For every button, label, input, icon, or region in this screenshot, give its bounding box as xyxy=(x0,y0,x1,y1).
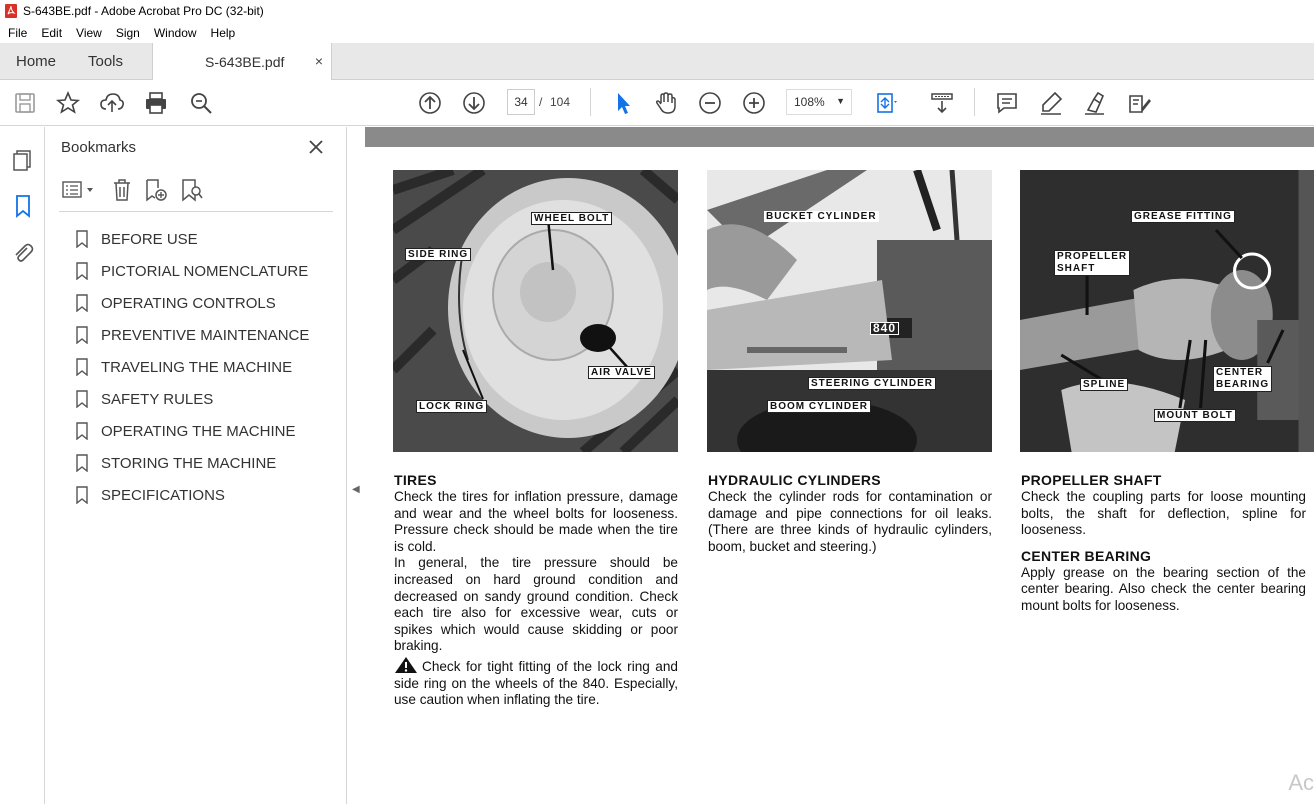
tires-warning xyxy=(394,656,678,709)
chevron-down-icon: ▼ xyxy=(836,96,845,106)
tires-heading: TIRES xyxy=(394,472,437,488)
page-number-input[interactable]: 34 xyxy=(507,89,535,115)
zoom-in-icon[interactable] xyxy=(741,90,767,116)
photo-label-wheel-bolt: WHEEL BOLT xyxy=(531,212,612,225)
page-top-gap xyxy=(365,127,1314,147)
zoom-level-value: 108% xyxy=(794,95,825,109)
bookmark-item[interactable] xyxy=(75,351,309,383)
bookmark-icon xyxy=(75,294,89,312)
photo-label-air-valve: AIR VALVE xyxy=(588,366,655,379)
photo-label-bucket-cylinder: BUCKET CYLINDER xyxy=(766,211,877,222)
menu-bar xyxy=(0,22,1314,43)
photo-label-propeller-shaft-line1: PROPELLER xyxy=(1057,251,1128,262)
bookmarks-divider xyxy=(59,211,333,212)
bookmark-star-icon[interactable] xyxy=(55,90,81,116)
menu-window[interactable]: Window xyxy=(153,25,197,40)
menu-view[interactable]: View xyxy=(76,25,102,40)
bookmark-label: PICTORIAL NOMENCLATURE xyxy=(101,262,309,280)
bookmark-item[interactable] xyxy=(75,447,309,479)
tires-paragraph-2: In general, the tire pressure should be increased on hard ground condition and decreased on sandy ground condition. Check each tire also for excessive wear, cuts or spikes which would cause skidding or poor braking. xyxy=(394,555,678,654)
chevron-left-icon: ◀ xyxy=(352,484,360,495)
sign-pen-icon[interactable] xyxy=(1082,90,1108,116)
bookmark-label: SPECIFICATIONS xyxy=(101,486,225,504)
page-separator: / xyxy=(539,95,543,109)
window-title: S-643BE.pdf - Adobe Acrobat Pro DC (32-bit) xyxy=(23,4,264,18)
scroll-mode-icon[interactable] xyxy=(929,90,955,116)
page-total: 104 xyxy=(550,95,571,109)
photo-label-mount-bolt: MOUNT BOLT xyxy=(1154,409,1236,422)
activation-watermark: Ac xyxy=(1288,770,1314,795)
previous-page-icon[interactable] xyxy=(417,90,443,116)
bookmark-icon xyxy=(75,326,89,344)
bookmark-item[interactable] xyxy=(75,479,309,511)
next-page-icon[interactable] xyxy=(461,90,487,116)
warning-icon xyxy=(394,656,418,674)
bookmark-search-icon[interactable] xyxy=(180,178,204,202)
photo-label-propeller-shaft xyxy=(1054,250,1130,276)
search-zoom-icon[interactable] xyxy=(188,90,214,116)
center-bearing-paragraph: Apply grease on the bearing section of the center bearing. Also check the center bearing mount bolts for looseness. xyxy=(1021,564,1306,613)
bookmark-label: BEFORE USE xyxy=(101,230,198,248)
bookmark-item[interactable] xyxy=(75,319,309,351)
bookmarks-list xyxy=(75,223,309,511)
bookmark-icon xyxy=(75,390,89,408)
hydraulic-heading: HYDRAULIC CYLINDERS xyxy=(708,472,881,488)
bookmark-item[interactable] xyxy=(75,255,309,287)
bookmark-icon xyxy=(75,454,89,472)
menu-file[interactable]: File xyxy=(8,25,28,40)
photo-label-steering-cylinder: STEERING CYLINDER xyxy=(808,377,936,390)
fill-sign-icon[interactable] xyxy=(1126,90,1152,116)
bookmark-label: OPERATING CONTROLS xyxy=(101,294,276,312)
bookmark-icon xyxy=(75,262,89,280)
page-thumbnails-icon[interactable] xyxy=(11,148,35,172)
photo-label-grease-fitting: GREASE FITTING xyxy=(1131,210,1235,223)
tires-paragraph-1: Check the tires for inflation pressure, damage and wear and the wheel bolts for looseness. Pressure check should be made when the tire is cold. xyxy=(394,489,678,554)
bookmark-icon xyxy=(75,230,89,248)
close-tab-icon[interactable]: × xyxy=(314,53,323,69)
hydraulic-paragraph: Check the cylinder rods for contamination or damage and pipe connections for oil leaks. (There are three kinds of hydraulic cylinders, boom, bucket and steering.) xyxy=(708,489,992,554)
toolbar-divider-2 xyxy=(974,88,975,116)
bookmark-icon xyxy=(75,358,89,376)
photo-label-propeller-shaft-line2: SHAFT xyxy=(1057,263,1096,274)
bookmark-item[interactable] xyxy=(75,223,309,255)
tab-bar xyxy=(0,43,1314,80)
bookmark-options-icon[interactable] xyxy=(61,179,97,201)
page-display-icon[interactable] xyxy=(874,90,900,116)
center-bearing-heading: CENTER BEARING xyxy=(1021,547,1152,564)
upload-icon[interactable] xyxy=(99,90,125,116)
zoom-out-icon[interactable] xyxy=(697,90,723,116)
comment-icon[interactable] xyxy=(994,90,1020,116)
bookmarks-panel-title: Bookmarks xyxy=(61,139,137,156)
tab-tools[interactable]: Tools xyxy=(88,53,124,70)
bookmarks-panel-icon[interactable] xyxy=(11,194,35,218)
bookmark-item[interactable] xyxy=(75,287,309,319)
bookmark-icon xyxy=(75,486,89,504)
hand-tool-icon[interactable] xyxy=(653,90,679,116)
attachments-icon[interactable] xyxy=(11,241,35,265)
title-bar xyxy=(0,0,1314,22)
highlight-pen-icon[interactable] xyxy=(1038,90,1064,116)
menu-edit[interactable]: Edit xyxy=(41,25,63,40)
bookmark-item[interactable] xyxy=(75,415,309,447)
select-arrow-icon[interactable] xyxy=(610,90,636,116)
bookmark-label: STORING THE MACHINE xyxy=(101,454,277,472)
panel-collapse-handle[interactable] xyxy=(347,127,365,804)
photo-label-center-bearing xyxy=(1213,366,1272,392)
photo-label-boom-cylinder: BOOM CYLINDER xyxy=(767,400,871,413)
photo-label-center-bearing-line2: BEARING xyxy=(1216,379,1270,390)
save-icon[interactable] xyxy=(12,90,38,116)
tires-section xyxy=(394,472,678,709)
photo-label-lock-ring: LOCK RING xyxy=(416,400,487,413)
propeller-section xyxy=(1021,472,1306,615)
bookmarks-panel xyxy=(45,127,347,804)
menu-help[interactable]: Help xyxy=(210,25,236,40)
delete-bookmark-icon[interactable] xyxy=(111,178,133,202)
toolbar-divider xyxy=(590,88,591,116)
print-icon[interactable] xyxy=(143,90,169,116)
close-panel-icon[interactable] xyxy=(309,137,323,160)
document-view xyxy=(365,127,1314,804)
tab-document-label: S-643BE.pdf xyxy=(205,54,285,70)
propeller-heading: PROPELLER SHAFT xyxy=(1021,472,1162,488)
bookmark-label: OPERATING THE MACHINE xyxy=(101,422,296,440)
zoom-level-select[interactable] xyxy=(786,89,852,115)
menu-sign[interactable]: Sign xyxy=(115,25,140,40)
propeller-paragraph: Check the coupling parts for loose mounting bolts, the shaft for deflection, spline for looseness. xyxy=(1021,489,1306,538)
photo-label-spline: SPLINE xyxy=(1080,378,1128,391)
acrobat-logo-icon xyxy=(4,4,18,18)
photo-label-side-ring: SIDE RING xyxy=(405,248,471,261)
new-bookmark-icon[interactable] xyxy=(144,178,168,202)
tab-home[interactable]: Home xyxy=(16,53,57,70)
bookmark-label: PREVENTIVE MAINTENANCE xyxy=(101,326,310,344)
photo-label-model-number: 840 xyxy=(870,322,899,335)
bookmark-item[interactable] xyxy=(75,383,309,415)
photo-label-center-bearing-line1: CENTER xyxy=(1216,367,1264,378)
tab-document[interactable] xyxy=(152,43,332,81)
tires-warning-text: Check for tight fitting of the lock ring and side ring on the wheels of the 840. Especially, use caution when inflating the tire. xyxy=(394,658,678,708)
bookmark-label: TRAVELING THE MACHINE xyxy=(101,358,293,376)
bookmark-icon xyxy=(75,422,89,440)
bookmark-label: SAFETY RULES xyxy=(101,390,214,408)
hydraulic-section xyxy=(708,472,992,555)
navigation-rail xyxy=(0,127,45,804)
